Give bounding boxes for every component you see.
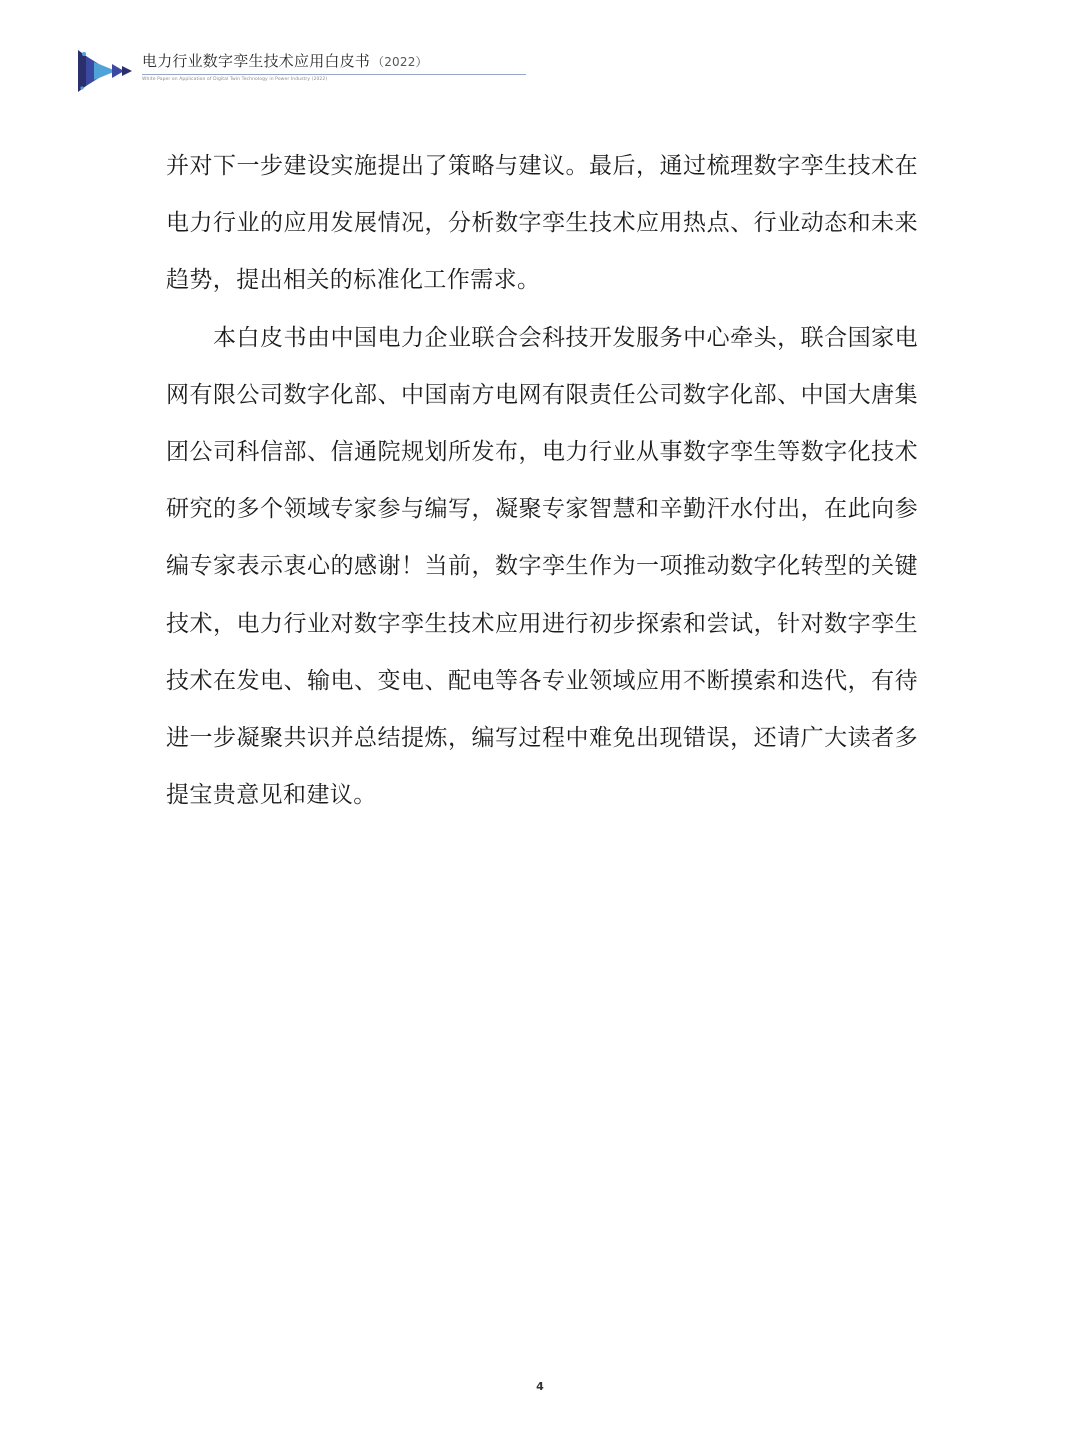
paragraph-2: 本白皮书由中国电力企业联合会科技开发服务中心牵头，联合国家电网有限公司数字化部、中国南方电网有限责任公司数字化部、中国大唐集团公司科信部、信通院规划所发布，电力行业从事数字孪生等数字化技术研究的多个领域专家参与编写，凝聚专家智慧和辛勤汗水付出，在此向参编专家表示衷心的感谢！当前，数字孪生作为一项推动数字化转型的关键技术，电力行业对数字孪生技术应用进行初步探索和尝试，针对数字孪生技术在发电、输电、变电、配电等各专业领域应用不断摸索和迭代，有待进一步凝聚共识并总结提炼，编写过程中难免出现错误，还请广大读者多提宝贵意见和建议。: [166, 324, 918, 809]
header-divider: [142, 74, 526, 75]
document-title: [142, 50, 428, 71]
document-subtitle: White Paper on Application of Digital Twin Technology in Power Industry (2022): [142, 77, 328, 82]
document-year: （2022）: [372, 55, 428, 69]
page-header: [76, 44, 496, 100]
paragraph-1: 并对下一步建设实施提出了策略与建议。最后，通过梳理数字孪生技术在电力行业的应用发展情况，分析数字孪生技术应用热点、行业动态和未来趋势，提出相关的标准化工作需求。: [166, 153, 918, 294]
page-number: 4: [536, 1380, 544, 1393]
body-text: [166, 138, 918, 824]
triangle-arrow-logo-icon: [76, 46, 136, 96]
document-title-text: 电力行业数字孪生技术应用白皮书: [142, 52, 371, 70]
